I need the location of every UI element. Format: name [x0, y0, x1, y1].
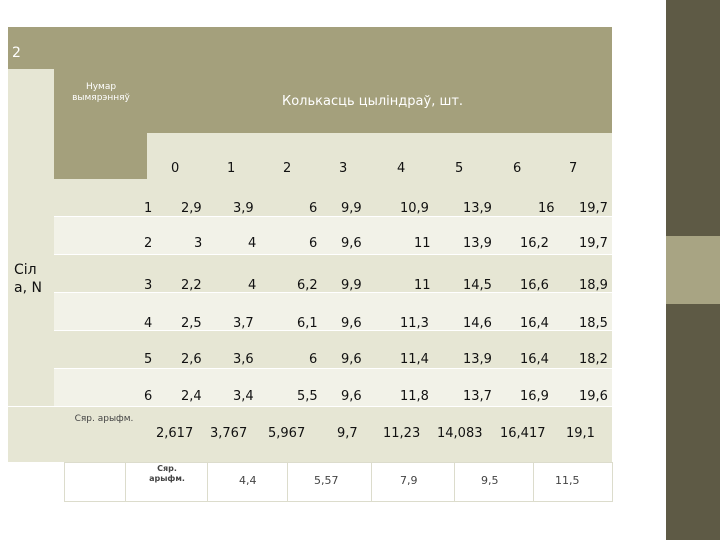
cylinder-number: 5 — [455, 161, 464, 176]
second-table-label: Сяр. арыфм. — [149, 464, 185, 483]
table-cell: 6 — [309, 352, 318, 367]
row-number: 1 — [144, 201, 153, 216]
second-table-blank — [65, 463, 126, 501]
table-cell: 3,6 — [233, 352, 254, 367]
average-cell: 3,767 — [210, 426, 248, 441]
table-cell: 3 — [194, 236, 203, 251]
average-cell: 5,967 — [268, 426, 306, 441]
second-table-value: 5,57 — [314, 474, 339, 487]
cylinder-number: 2 — [283, 161, 292, 176]
table-cell: 14,5 — [463, 278, 492, 293]
table-cell: 13,7 — [463, 389, 492, 404]
table-cell: 6,2 — [297, 278, 318, 293]
table-cell: 14,6 — [463, 316, 492, 331]
row-number: 5 — [144, 352, 153, 367]
table-cell: 9,6 — [341, 236, 362, 251]
table-cell: 11,8 — [400, 389, 429, 404]
cylinder-number: 3 — [339, 161, 348, 176]
table-cell: 19,7 — [579, 236, 608, 251]
cylinder-number-row — [147, 133, 612, 179]
measurement-number-header: Нумар вымярэнняў — [72, 82, 130, 103]
table-cell: 11 — [414, 236, 431, 251]
table-cell: 2,4 — [181, 389, 202, 404]
average-label: Сяр. арыфм. — [74, 414, 134, 424]
row-number: 6 — [144, 389, 153, 404]
row-number: 2 — [144, 236, 153, 251]
average-cell: 9,7 — [337, 426, 358, 441]
second-table-value: 11,5 — [555, 474, 580, 487]
second-table-value: 7,9 — [400, 474, 418, 487]
table-cell: 2,9 — [181, 201, 202, 216]
row-number: 3 — [144, 278, 153, 293]
table-row — [54, 179, 612, 217]
table-cell: 9,9 — [341, 278, 362, 293]
cylinder-number: 1 — [227, 161, 236, 176]
cylinder-number: 7 — [569, 161, 578, 176]
average-cell: 19,1 — [566, 426, 595, 441]
table-cell: 9,6 — [341, 352, 362, 367]
table-cell: 16,4 — [520, 352, 549, 367]
measurement-header-cell — [54, 133, 147, 179]
table-cell: 13,9 — [463, 352, 492, 367]
second-table-label-cell — [126, 463, 208, 501]
average-cell: 11,23 — [383, 426, 421, 441]
table-cell: 19,7 — [579, 201, 608, 216]
cylinder-number: 4 — [397, 161, 406, 176]
table-cell: 9,6 — [341, 389, 362, 404]
second-table-cell — [372, 463, 455, 501]
header-row-top — [8, 27, 612, 69]
table-cell: 3,9 — [233, 201, 254, 216]
row-number: 4 — [144, 316, 153, 331]
table-cell: 6 — [309, 201, 318, 216]
table-cell: 11,3 — [400, 316, 429, 331]
second-table — [64, 462, 613, 502]
table-cell: 13,9 — [463, 236, 492, 251]
table-cell: 2,5 — [181, 316, 202, 331]
table-cell: 10,9 — [400, 201, 429, 216]
table-cell: 11 — [414, 278, 431, 293]
average-cell: 14,083 — [437, 426, 483, 441]
table-cell: 19,6 — [579, 389, 608, 404]
table-cell: 3,4 — [233, 389, 254, 404]
second-table-value: 9,5 — [481, 474, 499, 487]
second-table-value: 4,4 — [239, 474, 257, 487]
table-cell: 9,9 — [341, 201, 362, 216]
table-cell: 18,2 — [579, 352, 608, 367]
table-cell: 16,4 — [520, 316, 549, 331]
table-cell: 13,9 — [463, 201, 492, 216]
force-label: Сіл а, N — [14, 262, 42, 296]
header-number: 2 — [12, 45, 21, 61]
table-cell: 16,2 — [520, 236, 549, 251]
table-cell: 3,7 — [233, 316, 254, 331]
second-table-cell — [288, 463, 372, 501]
cylinder-count-title: Колькасць цыліндраў, шт. — [282, 94, 464, 109]
average-cell: 2,617 — [156, 426, 194, 441]
table-cell: 4 — [248, 236, 257, 251]
header-left-cell — [8, 69, 54, 179]
table-cell: 18,5 — [579, 316, 608, 331]
table-cell: 16 — [538, 201, 555, 216]
second-table-cell — [455, 463, 534, 501]
table-cell: 18,9 — [579, 278, 608, 293]
second-table-cell — [534, 463, 612, 501]
side-accent — [666, 236, 720, 304]
average-cell: 16,417 — [500, 426, 546, 441]
table-cell: 9,6 — [341, 316, 362, 331]
table-cell: 5,5 — [297, 389, 318, 404]
table-cell: 6 — [309, 236, 318, 251]
table-cell: 16,9 — [520, 389, 549, 404]
second-table-cell — [208, 463, 288, 501]
table-cell: 4 — [248, 278, 257, 293]
cylinder-number: 6 — [513, 161, 522, 176]
table-cell: 11,4 — [400, 352, 429, 367]
table-cell: 6,1 — [297, 316, 318, 331]
table-cell: 2,2 — [181, 278, 202, 293]
table-cell: 16,6 — [520, 278, 549, 293]
cylinder-number: 0 — [171, 161, 180, 176]
table-cell: 2,6 — [181, 352, 202, 367]
